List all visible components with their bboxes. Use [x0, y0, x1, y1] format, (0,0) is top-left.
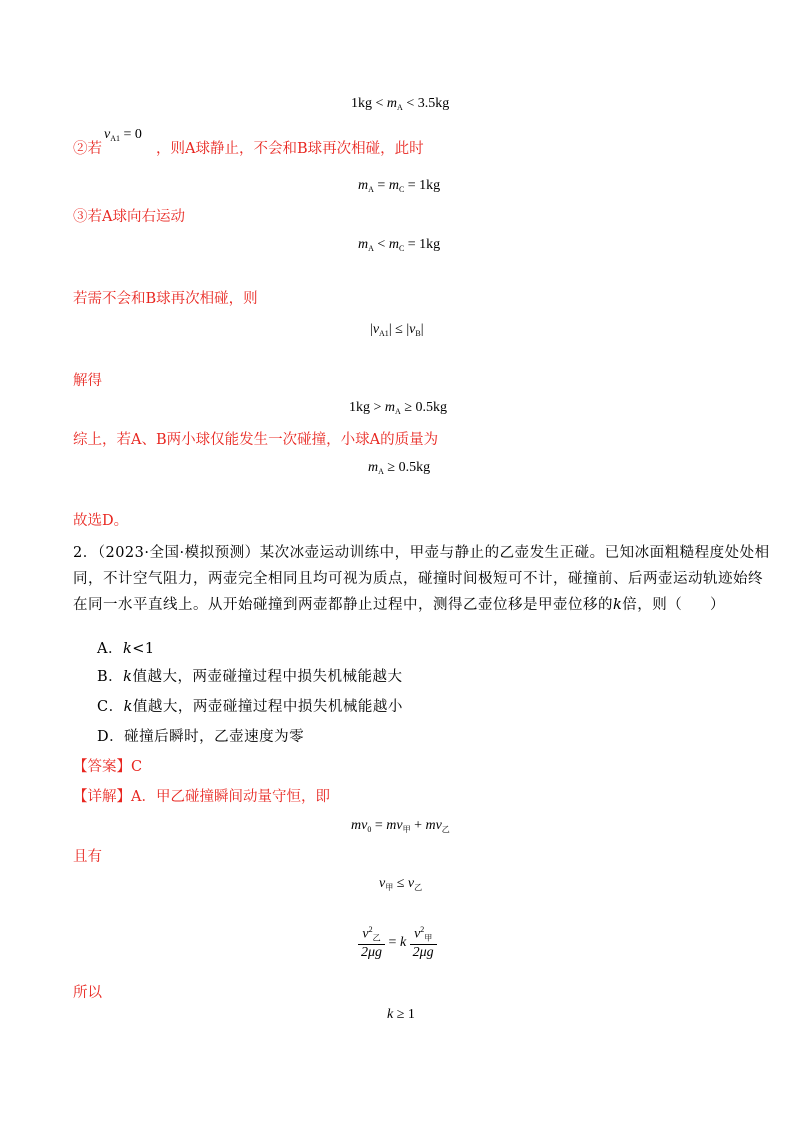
summary-text: 综上，若A、B两小球仅能发生一次碰撞，小球A的质量为 [73, 432, 439, 448]
equation-ma-eq-mc [358, 178, 440, 194]
equation-mass-range-solved [349, 400, 447, 416]
option-text: 值越大，两壶碰撞过程中损失机械能越小 [132, 699, 403, 715]
eq-sub: A1 [379, 329, 389, 338]
detail-line [73, 787, 330, 807]
option-a[interactable] [97, 636, 155, 662]
eq-sub: C [398, 185, 405, 194]
eq-op: ≤ [395, 322, 403, 337]
question-text-line-3b: 倍，则（ [622, 597, 683, 613]
cond-sub: A1 [110, 134, 120, 143]
option-letter: D． [97, 729, 125, 745]
question-2-line-1 [73, 540, 770, 566]
question-text-line-3a: 在同一水平直线上。从开始碰撞到两壶都静止过程中，测得乙壶位移是甲壶位移的 [73, 597, 613, 613]
eq-right: = 1kg [407, 237, 441, 252]
question-2 [73, 540, 770, 618]
eq-op: ≤ [396, 876, 405, 891]
eq-sub: C [398, 244, 405, 253]
eq-sub: A [368, 244, 374, 253]
detail-text: A．甲乙碰撞瞬间动量守恒，即 [131, 789, 330, 805]
option-d[interactable] [97, 724, 304, 750]
eq-sub: A [397, 103, 403, 112]
eq-op: = [374, 818, 383, 833]
and-have-label: 且有 [73, 849, 102, 865]
eq-var: m [386, 96, 398, 111]
cond-val: = 0 [123, 127, 142, 142]
case-3-text: ③若A球向右运动 [73, 209, 185, 225]
eq-op: = [377, 178, 386, 193]
eq-op: = [388, 935, 397, 951]
eq-var: v [409, 322, 416, 337]
eq-var: m [388, 237, 399, 252]
equation-velocity-abs: $|v_{A1}| \le |v_B|$ [370, 322, 424, 338]
eq-right: 3.5kg [417, 96, 450, 111]
eq-left: 1kg [351, 96, 372, 111]
eq-left: 1kg [349, 400, 370, 415]
eq-right: 0.5kg [415, 400, 447, 415]
frac-sub: 乙 [372, 933, 381, 943]
option-c[interactable] [97, 694, 403, 720]
option-k-var: k [122, 641, 133, 657]
eq-op: ≥ [396, 1007, 405, 1022]
case-2-body: ，则A球静止，不会和B球再次相碰，此时 [156, 141, 424, 157]
option-k-var: k [123, 699, 133, 715]
eq-sub: B [415, 329, 421, 338]
eq-var: m [358, 237, 369, 252]
frac-num: v [362, 926, 369, 942]
eq-var: v [379, 876, 386, 891]
question-k-var: k [613, 597, 623, 613]
equation-mass-range [351, 96, 449, 112]
eq-var: v [407, 876, 415, 891]
case-2-prefix: ②若 [73, 141, 102, 157]
eq-right: 0.5kg [398, 460, 431, 475]
eq-var: m [358, 178, 369, 193]
eq-op: < [377, 237, 386, 252]
answer-value: C [131, 759, 143, 775]
eq-term: mv [425, 818, 442, 833]
eq-var: v [372, 322, 380, 337]
eq-var: m [388, 178, 399, 193]
eq-sub: A [378, 467, 384, 476]
case-2-text [73, 139, 424, 159]
option-k-var: k [123, 669, 133, 685]
frac-sup: 2 [368, 925, 373, 934]
option-text: <1 [132, 641, 155, 657]
eq-sub: 甲 [402, 825, 411, 834]
question-2-line-3 [73, 592, 733, 618]
detail-label: 【详解】 [73, 789, 131, 805]
option-text: 碰撞后瞬时，乙壶速度为零 [124, 729, 305, 745]
question-paren-close: ） [710, 597, 725, 613]
eq-k: k [399, 935, 407, 951]
eq-op: < [406, 96, 415, 111]
option-letter: A． [97, 641, 123, 657]
eq-right: = 1kg [407, 178, 441, 193]
equation-displacement-ratio [358, 925, 437, 961]
equation-velocity-compare [379, 876, 422, 893]
answer-label: 【答案】 [73, 759, 131, 775]
eq-sub: 乙 [414, 883, 423, 892]
eq-sub: 0 [367, 825, 372, 834]
eq-op: > [373, 400, 382, 415]
equation-momentum [351, 818, 450, 835]
choice-text: 故选D。 [73, 513, 129, 529]
eq-sub: 乙 [441, 825, 450, 834]
fraction-right [410, 925, 437, 961]
eq-sub: A [395, 407, 401, 416]
frac-sup: 2 [420, 925, 425, 934]
solve-label: 解得 [73, 373, 102, 389]
question-text-line-2: 同，不计空气阻力，两壶完全相同且均可视为质点，碰撞时间极短可不计，碰撞前、后两壶运动轨迹始终 [73, 571, 763, 587]
eq-right: 1 [407, 1007, 415, 1022]
equation-k-min [387, 1007, 415, 1023]
question-number: 2． [73, 545, 98, 561]
eq-plus: + [414, 818, 422, 833]
eq-sub: A [368, 185, 374, 194]
equation-ma-lt-mc [358, 237, 440, 253]
question-text-line-1: （2023·全国·模拟预测）某次冰壶运动训练中，甲壶与静止的乙壶发生正碰。已知冰面粗糙程度处处相 [97, 545, 770, 561]
eq-var: m [384, 400, 396, 415]
option-text: 值越大，两壶碰撞过程中损失机械能越大 [132, 669, 403, 685]
eq-op: ≥ [404, 400, 412, 415]
eq-lhs: mv [351, 818, 368, 833]
eq-var: m [368, 460, 379, 475]
equation-ma-min [368, 460, 430, 476]
fraction-left [358, 925, 385, 961]
frac-sub: 甲 [424, 933, 433, 943]
eq-var: k [387, 1007, 394, 1022]
eq-op: < [375, 96, 384, 111]
eq-term: mv [386, 818, 403, 833]
option-letter: B． [97, 669, 124, 685]
so-label: 所以 [73, 985, 102, 1001]
frac-num: v [414, 926, 421, 942]
option-b[interactable] [97, 664, 402, 690]
eq-op: ≥ [387, 460, 396, 475]
answer-line [73, 757, 142, 777]
cond-var: v [104, 127, 111, 142]
frac-den: 2μg [361, 944, 383, 960]
eq-sub: 甲 [385, 883, 394, 892]
no-collide-condition: 若需不会和B球再次相碰，则 [73, 291, 258, 307]
frac-den: 2μg [412, 944, 434, 960]
option-letter: C． [97, 699, 124, 715]
